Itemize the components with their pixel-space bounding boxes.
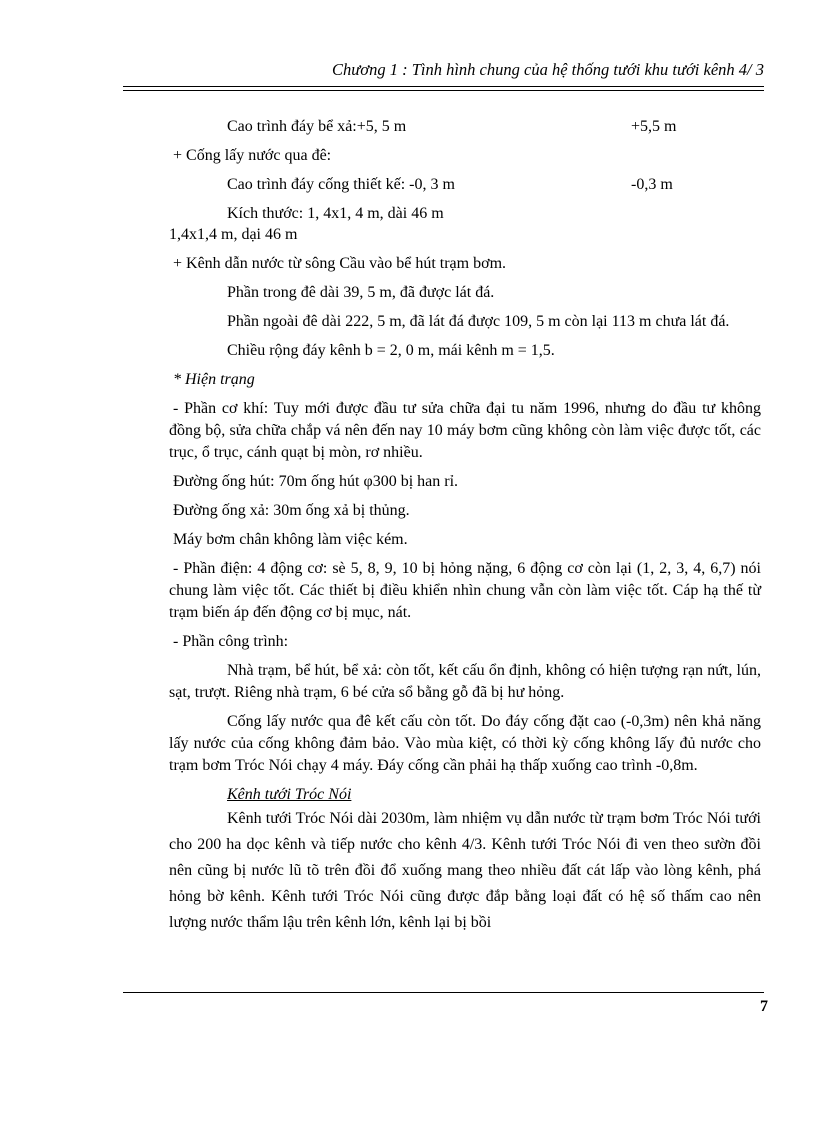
para-mechanical: - Phần cơ khí: Tuy mới được đầu tư sửa chữa đại tu năm 1996, nhưng do đầu tư không đồng bộ, sửa chữa chắp vá nên đến nay 10 máy bơm cũng không còn làm việc được tốt, các trục, ổ trục, cánh quạt bị mòn, rơ nhiều. xyxy=(169,400,761,461)
section-status: * Hiện trạng xyxy=(173,371,255,388)
page-number: 7 xyxy=(760,998,768,1015)
para-outer-dike: Phần ngoài đê dài 222, 5 m, đã lát đá được 109, 5 m còn lại 113 m chưa lát đá. xyxy=(227,313,730,330)
line-dimensions-alt-text: 1,4x1,4 m, dại 46 m xyxy=(169,226,298,243)
line-discharge-pipe: Đường ống xả: 30m ống xả bị thủng. xyxy=(173,502,410,519)
body-text xyxy=(169,116,761,936)
running-header: Chương 1 : Tình hình chung của hệ thống tưới khu tưới kênh 4/ 3 xyxy=(332,60,764,79)
line-canal-width: Chiều rộng đáy kênh b = 2, 0 m, mái kênh m = 1,5. xyxy=(227,342,555,359)
header-rule-top xyxy=(123,86,764,87)
line-left: Cao trình đáy cống thiết kế: -0, 3 m xyxy=(227,176,455,193)
para-troc-noi-canal: Kênh tưới Tróc Nói dài 2030m, làm nhiệm vụ dẫn nước từ trạm bơm Tróc Nói tưới cho 200 ha dọc kênh và tiếp nước cho kênh 4/3. Kênh tưới Tróc Nói đi ven theo sườn đồi nên cũng bị nước lũ tõ trên đồi đổ xuống mang theo nhiều đất cát lấp vào lòng kênh, phá hỏng bờ kênh. Kênh tưới Tróc Nói cũng được đắp bằng loại đất có hệ số thấm cao nên lượng nước thẩm lậu trên kênh lớn, kênh lại bị bồi xyxy=(169,810,761,931)
line-sluice-heading: + Cống lấy nước qua đê: xyxy=(173,147,332,164)
header-rule-bottom xyxy=(123,90,764,91)
para-structures: Nhà trạm, bể hút, bể xả: còn tốt, kết cấu ổn định, không có hiện tượng rạn nứt, lún, sạt, trượt. Riêng nhà trạm, 6 bé cửa sổ bằng gỗ đã bị hư hỏng. xyxy=(169,662,761,701)
para-electrical: - Phần điện: 4 động cơ: sè 5, 8, 9, 10 bị hỏng nặng, 6 động cơ còn lại (1, 2, 3, 4, 6,7) nói chung làm việc tốt. Các thiết bị điều khiển nhìn chung vẫn còn làm việc tốt. Cáp hạ thế từ trạm biến áp đến động cơ bị mục, nát. xyxy=(169,560,761,621)
section-troc-noi-canal-title: Kênh tưới Tróc Nói xyxy=(227,786,352,803)
line-dimensions: Kích thước: 1, 4x1, 4 m, dài 46 m xyxy=(227,205,444,222)
line-sluice-elevation xyxy=(169,174,761,196)
line-canal-heading: + Kênh dẫn nước từ sông Cầu vào bể hút trạm bơm. xyxy=(173,255,507,272)
line-right: -0,3 m xyxy=(631,176,673,193)
footer-rule xyxy=(123,992,764,993)
line-suction-pipe: Đường ống hút: 70m ống hút φ300 bị han rỉ. xyxy=(173,473,459,490)
line-right: +5,5 m xyxy=(631,118,677,135)
line-vacuum-pump: Máy bơm chân không làm việc kém. xyxy=(173,531,408,548)
line-bed-elevation xyxy=(169,116,761,138)
line-structures-heading: - Phần công trình: xyxy=(173,633,289,650)
para-sluice-condition: Cống lấy nước qua đê kết cấu còn tốt. Do đáy cống đặt cao (-0,3m) nên khả năng lấy nước của cống không đảm bảo. Vào mùa kiệt, có thời kỳ cống không lấy đủ nước cho trạm bơm Tróc Nói chạy 4 máy. Đáy cống cần phải hạ thấp xuống cao trình -0,8m. xyxy=(169,713,761,774)
line-left: Cao trình đáy bể xả:+5, 5 m xyxy=(227,118,407,135)
section-troc-noi-canal xyxy=(169,784,761,806)
line-inner-dike: Phần trong đê dài 39, 5 m, đã được lát đá. xyxy=(227,284,495,301)
line-dimensions-alt xyxy=(169,224,761,246)
